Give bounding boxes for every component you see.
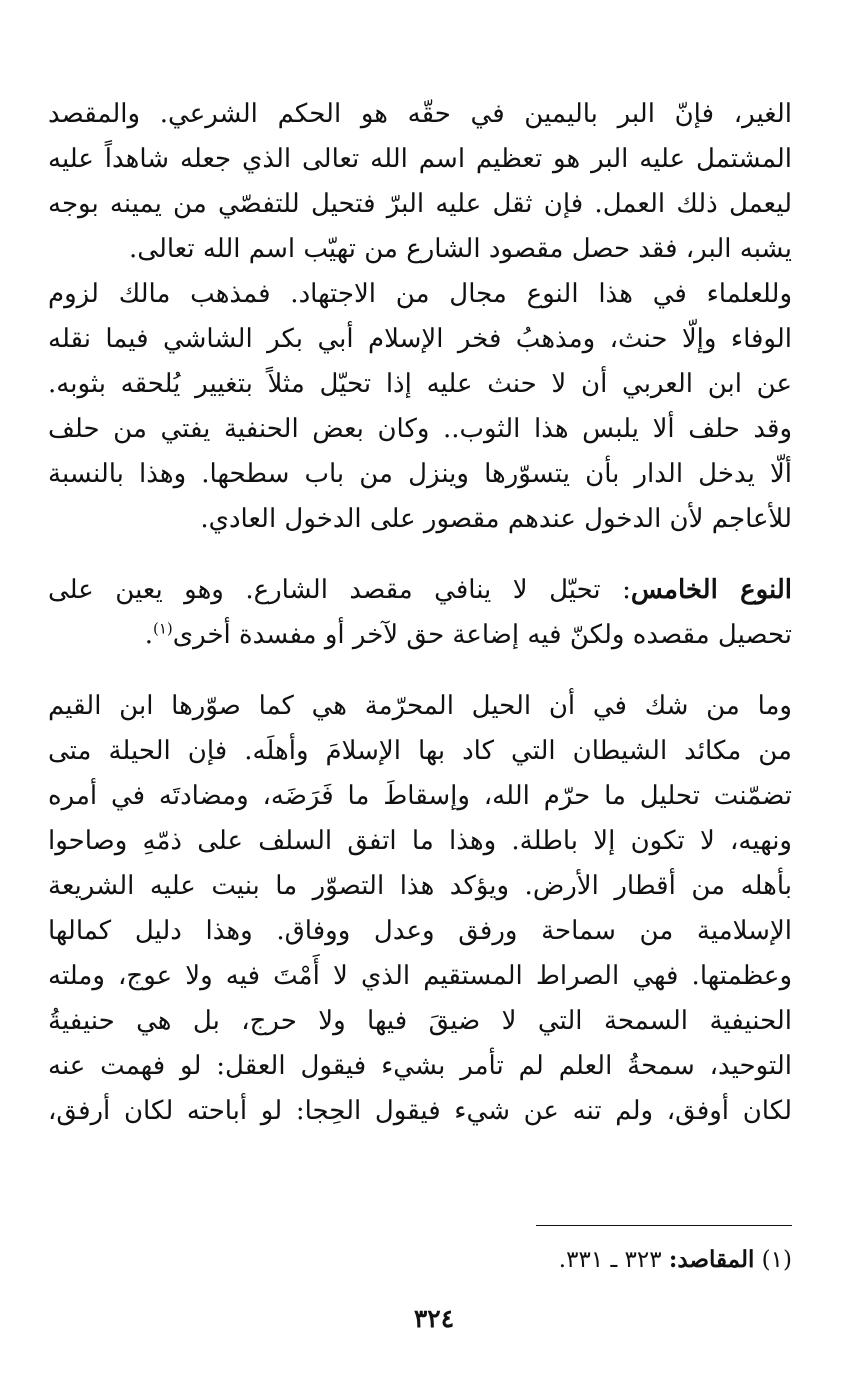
page-number: ٣٢٤ [413,1304,455,1333]
text-line: من مكائد الشيطان التي كاد بها الإسلامَ وأهلَه. فإن الحيلة متى [48,736,792,766]
footnote-pages: ٣٢٣ ـ ٣٣١. [558,1247,662,1273]
footnote-reference: (١) [153,619,173,638]
text-line: الإسلامية من سماحة ورفق وعدل ووفاق. وهذا دليل كمالها [48,916,792,946]
footnote [559,1243,792,1277]
footnote-number: (١) [761,1247,792,1273]
text-line: وقد حلف ألا يلبس هذا الثوب.. وكان بعض الحنفية يفتي من حلف [48,414,792,444]
text-line: وما من شك في أن الحيل المحرّمة هي كما صوّرها ابن القيم [48,691,792,721]
text-line: ونهيه، لا تكون إلا باطلة. وهذا ما اتفق السلف على ذمّهِ وصاحوا [48,826,792,856]
paragraph-1 [48,92,792,542]
text-line: وللعلماء في هذا النوع مجال من الاجتهاد. فمذهب مالك لزوم [48,279,792,309]
text-fragment: . [144,620,153,650]
text-line: ليعمل ذلك العمل. فإن ثقل عليه البرّ فتحيل للتفصّي من يمينه بوجه [48,189,792,219]
text-line: الغير، فإنّ البر باليمين في حقّه هو الحكم الشرعي. والمقصد [48,99,792,129]
text-line [48,568,792,613]
text-line: التوحيد، سمحةُ العلم لم تأمر بشيء فيقول العقل: لو فهمت عنه [48,1051,792,1081]
text-line: لكان أوفق، ولم تنه عن شيء فيقول الحِجا: لو أباحته لكان أرفق، [48,1096,792,1126]
text-line: عن ابن العربي أن لا حنث عليه إذا تحيّل مثلاً بتغيير يُلحقه بثوبه. [48,369,792,399]
paragraph-3 [48,684,792,1134]
footnote-separator [536,1225,792,1226]
text-line: بأهله من أقطار الأرض. ويؤكد هذا التصوّر ما بنيت عليه الشريعة [48,871,792,901]
page-body [48,92,792,1134]
text-line: المشتمل عليه البر هو تعظيم اسم الله تعالى الذي جعله شاهداً عليه [48,144,792,174]
paragraph-gap [48,542,792,568]
text-line [48,613,792,658]
text-line: ألّا يدخل الدار بأن يتسوّرها وينزل من باب سطحها. وهذا بالنسبة [48,459,792,489]
section-heading: النوع الخامس [630,575,792,605]
text-line: وعظمتها. فهي الصراط المستقيم الذي لا أَمْتَ فيه ولا عوج، وملته [48,961,792,991]
footnote-source: المقاصد: [668,1246,755,1273]
text-fragment: تحصيل مقصده ولكنّ فيه إضاعة حق لآخر أو مفسدة أخرى [172,620,792,650]
paragraph-2 [48,568,792,658]
text-line: للأعاجم لأن الدخول عندهم مقصور على الدخول العادي. [200,504,792,534]
text-line: يشبه البر، فقد حصل مقصود الشارع من تهيّب اسم الله تعالى. [129,234,792,264]
text-line: الوفاء وإلّا حنث، ومذهبُ فخر الإسلام أبي بكر الشاشي فيما نقله [48,324,792,354]
text-line: الحنيفية السمحة التي لا ضيقَ فيها ولا حرج، بل هي حنيفيةُ [48,1006,792,1036]
text-line: تضمّنت تحليل ما حرّم الله، وإسقاطَ ما فَرَضَه، ومضادتَه في أمره [48,781,792,811]
paragraph-gap [48,658,792,684]
text-fragment: : تحيّل لا ينافي مقصد الشارع. وهو يعين على [48,575,631,605]
